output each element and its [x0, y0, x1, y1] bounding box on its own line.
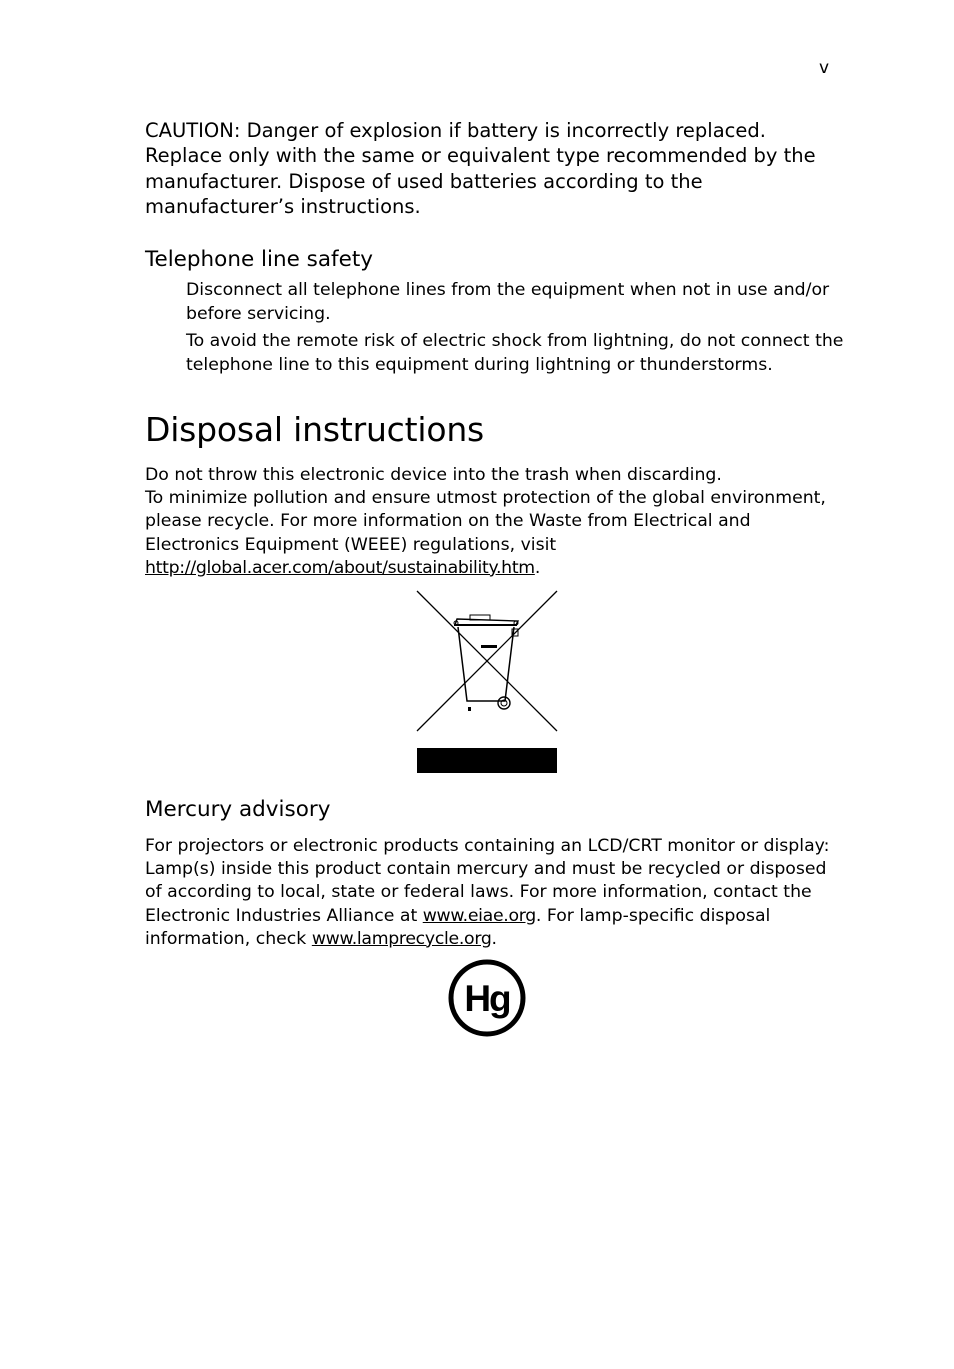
weee-link[interactable]: http://global.acer.com/about/sustainability.htm: [145, 557, 535, 578]
eiae-link[interactable]: www.eiae.org: [422, 905, 536, 926]
mercury-text-1: For projectors or electronic products containing an LCD/CRT monitor or display: Lamp(s) inside this product contain mercury and must be recycled or disposed of according to local, state or federal laws. For more information, contact the Electronic Industries Alliance at: [145, 836, 830, 926]
mercury-paragraph: [145, 835, 845, 951]
page-number: v: [819, 58, 830, 78]
telephone-safety-item-1: Disconnect all telephone lines from the equipment when not in use and/or before servicing.: [186, 280, 830, 324]
telephone-safety-item-2: To avoid the remote risk of electric shock from lightning, do not connect the telephone line to this equipment during lightning or thunderstorms.: [186, 331, 844, 375]
disposal-line-1: Do not throw this electronic device into the trash when discarding.: [145, 465, 722, 485]
disposal-line-2: To minimize pollution and ensure utmost protection of the global environment, please recycle. For more information on the Waste from Electrical and Electronics Equipment (WEEE) regulations, visit: [145, 488, 826, 555]
telephone-safety-heading: Telephone line safety: [145, 247, 373, 272]
battery-caution-paragraph: CAUTION: Danger of explosion if battery is incorrectly replaced. Replace only with the same or equivalent type recommended by the manufacturer. Dispose of used batteries according to the manufacturer’s instructions.: [145, 119, 816, 218]
disposal-link-period: .: [534, 557, 541, 578]
mercury-text-2: . For lamp-specific disposal information, check: [145, 905, 771, 949]
crossed-out-wheelie-bin-icon: [415, 589, 559, 775]
hg-symbol-text: Hg: [464, 978, 510, 1019]
mercury-hg-icon: [447, 958, 527, 1038]
mercury-advisory-heading: Mercury advisory: [145, 797, 331, 822]
mercury-text-3: .: [491, 928, 497, 949]
disposal-paragraph: [145, 464, 845, 580]
lamprecycle-link[interactable]: www.lamprecycle.org: [311, 928, 492, 949]
disposal-instructions-heading: Disposal instructions: [145, 410, 485, 449]
